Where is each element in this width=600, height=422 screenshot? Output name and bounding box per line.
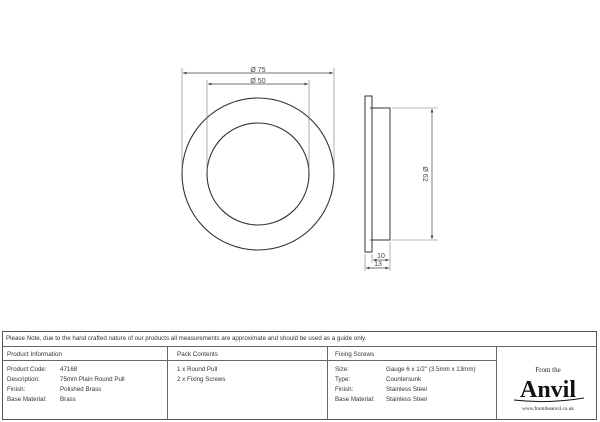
screw-size-value: Gauge 6 x 1/2" (3.5mm x 13mm) <box>386 366 476 373</box>
divider <box>496 346 497 420</box>
inner-recess-circle <box>207 123 309 225</box>
divider <box>2 346 597 347</box>
logo-url: www.fromtheanvil.co.uk <box>522 406 574 412</box>
height-label: Ø 62 <box>421 166 428 182</box>
inner-diameter-label: Ø 50 <box>250 78 266 85</box>
finish-label: Finish: <box>7 386 26 393</box>
screw-finish-value: Stainless Steel <box>386 386 427 393</box>
disclaimer-note: Please Note, due to the hand crafted nature of our products all measurements are approximate and should be used as a guide only. <box>6 335 367 342</box>
outer-ring-circle <box>182 98 334 250</box>
logo-from-the: From the <box>535 366 561 374</box>
screw-finish-label: Finish: <box>335 386 354 393</box>
product-information-title: Product Information <box>7 351 62 358</box>
divider <box>2 360 496 361</box>
anvil-logo <box>500 360 592 418</box>
description-label: Description: <box>7 376 40 383</box>
description-value: 75mm Plain Round Pull <box>60 376 125 383</box>
front-view <box>182 98 334 250</box>
divider <box>167 346 168 420</box>
pack-item: 1 x Round Pull <box>177 366 218 373</box>
outer-diameter-label: Ø 75 <box>250 67 266 74</box>
depth-dimensions <box>365 242 390 271</box>
product-code-label: Product Code: <box>7 366 47 373</box>
product-code-value: 47168 <box>60 366 78 373</box>
fixing-screws-title: Fixing Screws <box>335 351 375 358</box>
screw-base-material-value: Stainless Steel <box>386 396 427 403</box>
screw-type-label: Type: <box>335 376 351 383</box>
screw-size-label: Size: <box>335 366 349 373</box>
screw-type-value: Countersunk <box>386 376 422 383</box>
base-material-value: Brass <box>60 396 76 403</box>
flange-rect <box>365 96 372 252</box>
pack-contents-title: Pack Contents <box>177 351 218 358</box>
height-dimension <box>392 108 438 240</box>
side-view <box>365 96 390 252</box>
base-material-label: Base Material: <box>7 396 47 403</box>
inner-diameter-dimension <box>207 78 309 172</box>
body-rect <box>372 108 390 240</box>
pack-item: 2 x Fixing Screws <box>177 376 226 383</box>
screw-base-material-label: Base Material: <box>335 396 375 403</box>
finish-value: Polished Brass <box>60 386 102 393</box>
divider <box>327 346 328 420</box>
depth-inner-label: 10 <box>377 253 385 260</box>
logo-brand: Anvil <box>519 377 577 403</box>
depth-outer-label: 13 <box>374 261 382 268</box>
